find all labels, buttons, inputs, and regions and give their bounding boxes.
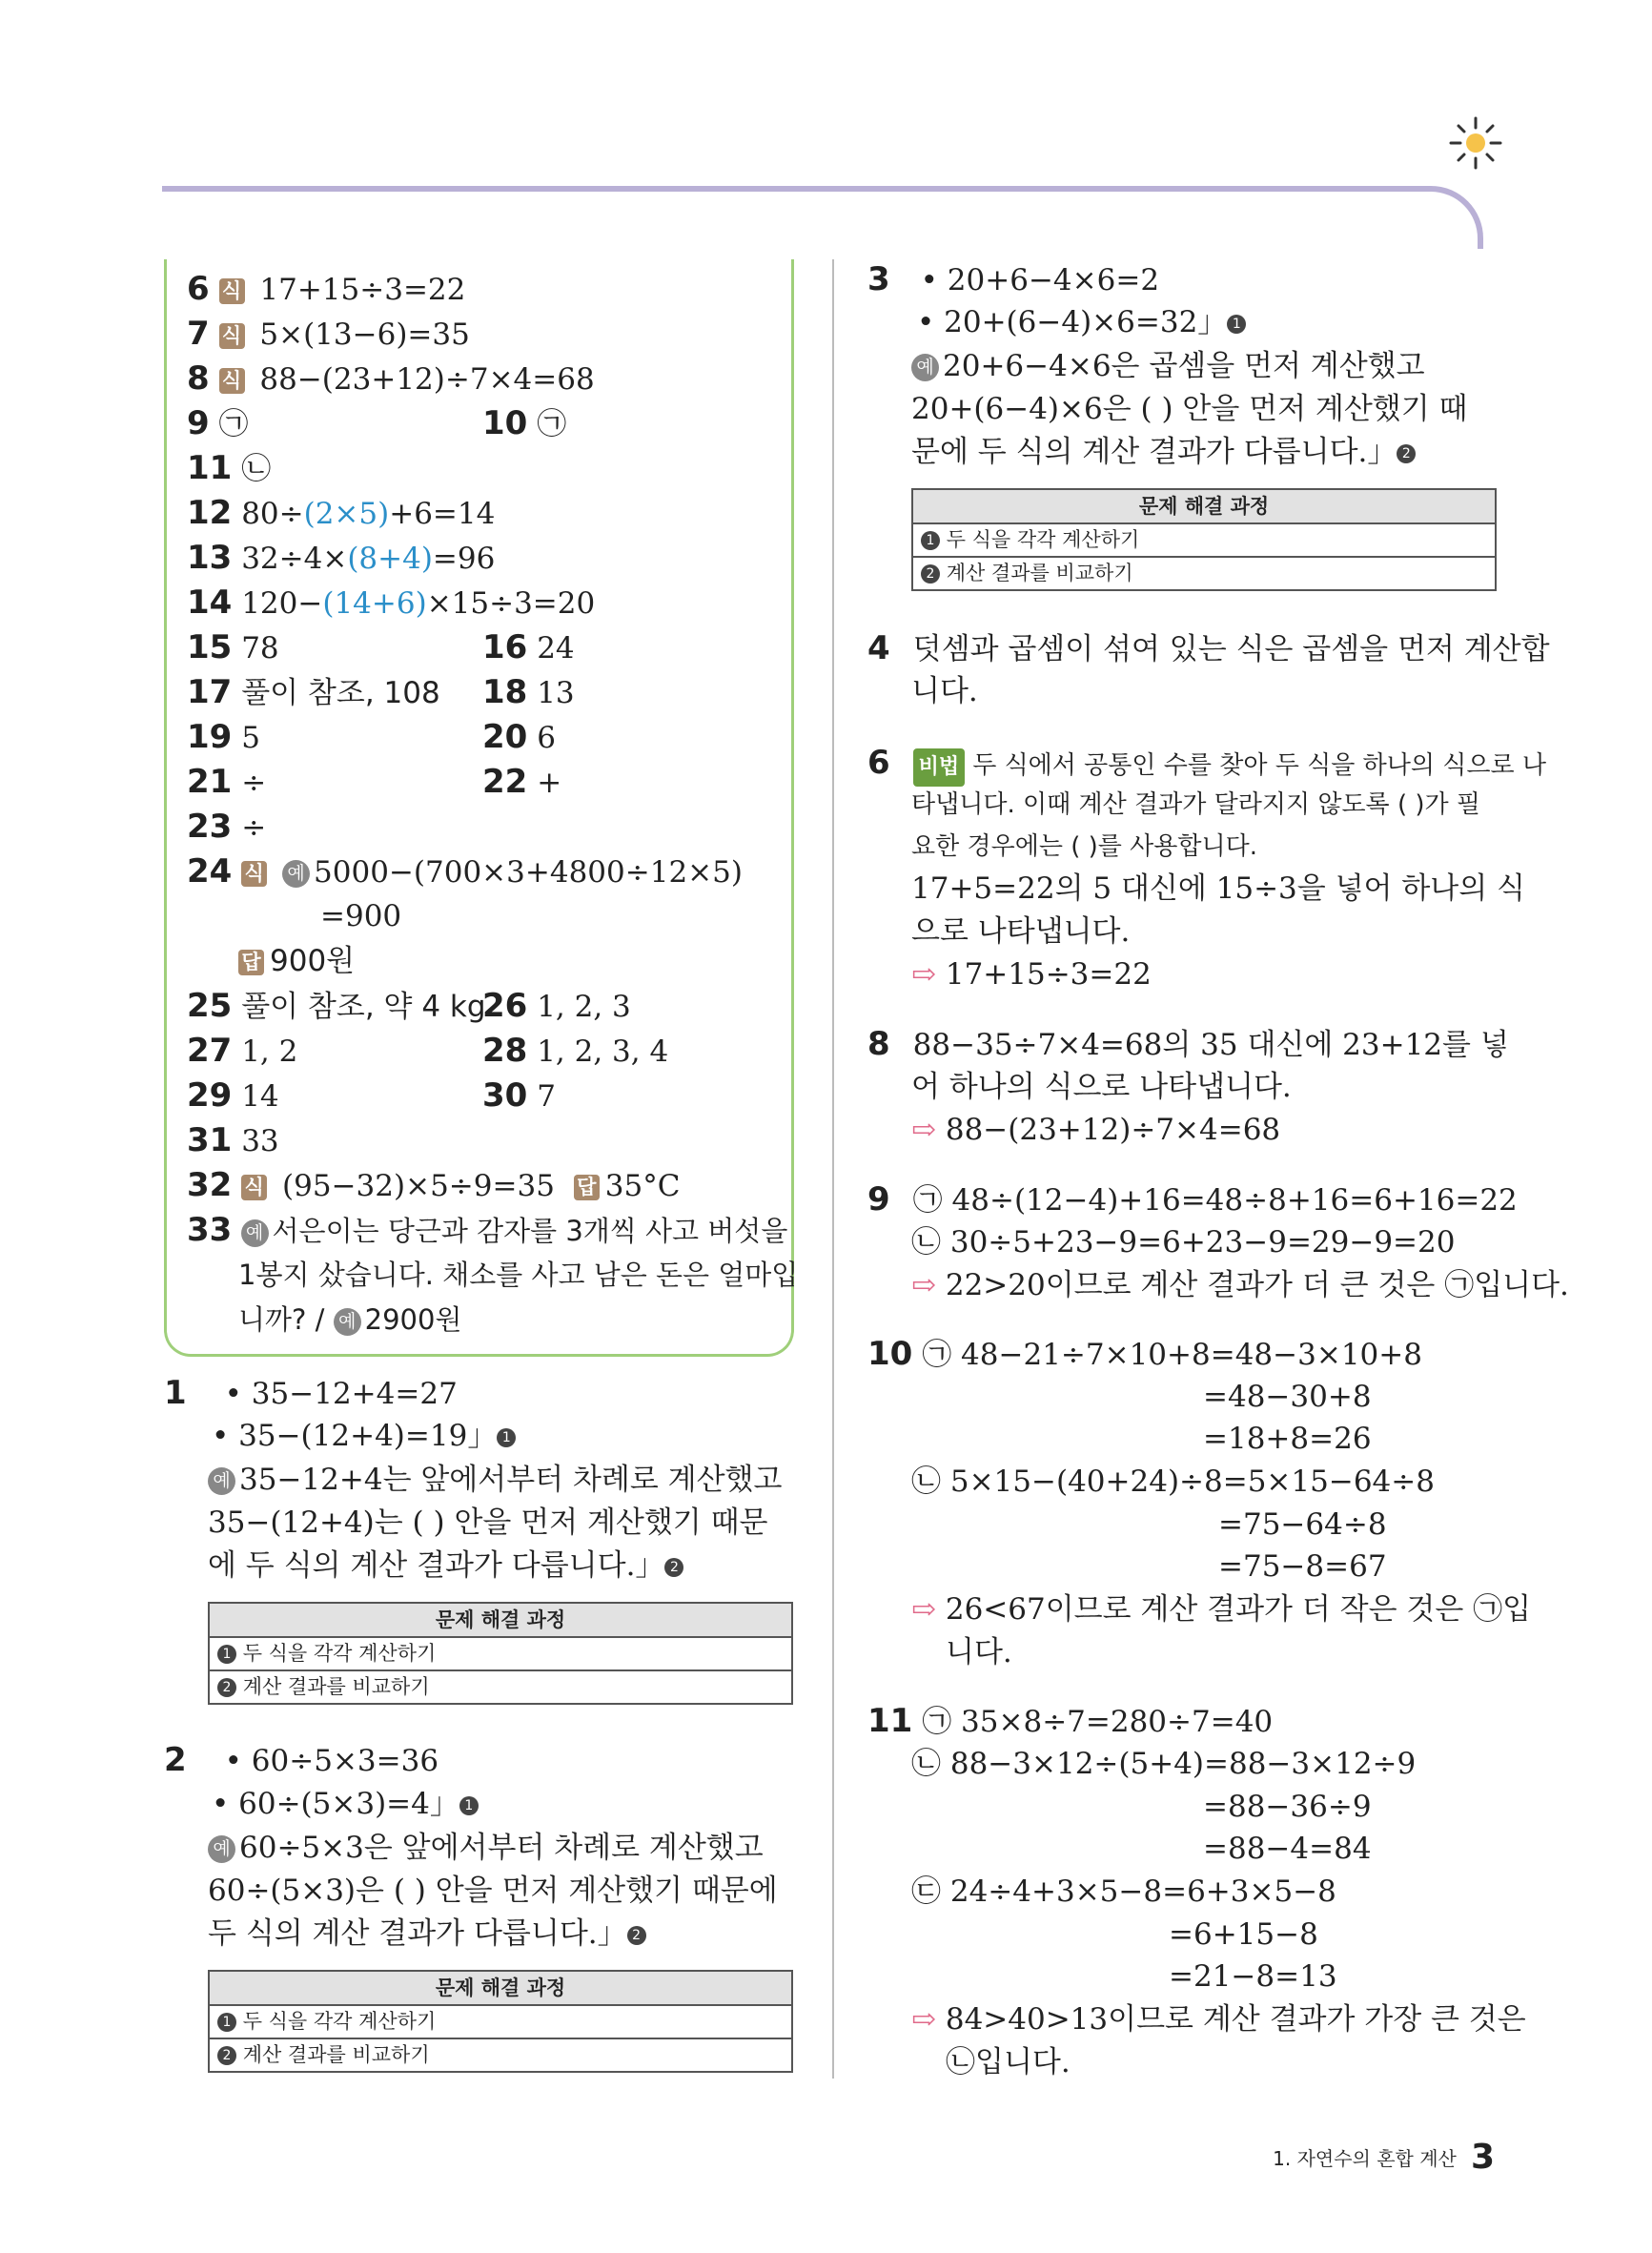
- page-footer: [1273, 2138, 1495, 2177]
- solution-11-line3: =88−36÷9: [1203, 1790, 1372, 1824]
- solution-10-line6: =75−8=67: [1218, 1549, 1387, 1584]
- answer-33-line3: 니까? / 예 2900원: [238, 1303, 462, 1336]
- answer-14: 14 120−(14+6)×15÷3=20: [187, 584, 596, 622]
- answer-10: 10 ㉠: [482, 404, 567, 442]
- process-table-title: 문제 해결 과정: [210, 1604, 791, 1638]
- process-row-2: 2 계산 결과를 비교하기: [210, 2038, 791, 2071]
- solution-8-line1: 8 88−35÷7×4=68의 35 대신에 23+12를 넣: [867, 1025, 1509, 1063]
- solution-9-line3: ⇨ 22>20이므로 계산 결과가 더 큰 것은 ㉠입니다.: [911, 1268, 1569, 1302]
- solution-3-line5: 문에 두 식의 계산 결과가 다릅니다.」 2: [911, 433, 1416, 471]
- answer-8: 8 식 88−(23+12)÷7×4=68: [187, 359, 595, 398]
- process-row-2: 2 계산 결과를 비교하기: [913, 556, 1495, 589]
- answer-31: 31 33: [187, 1121, 279, 1159]
- page-number: 3: [1470, 2138, 1495, 2177]
- solution-6-line5: 으로 나타냅니다.: [911, 914, 1131, 949]
- process-table-1: [208, 1602, 793, 1705]
- answer-13: 13 32÷4×(8+4)=96: [187, 539, 496, 577]
- solution-10-line2: =48−30+8: [1203, 1380, 1372, 1414]
- solution-11-line1: 11 ㉠ 35×8÷7=280÷7=40: [867, 1702, 1274, 1740]
- sun-icon: [1447, 114, 1504, 172]
- answer-24: 24 식 예 5000−(700×3+4800÷12×5): [187, 852, 743, 891]
- solution-3-line2: • 20+(6−4)×6=32」 1: [917, 303, 1246, 341]
- solution-2-line3: 예 60÷5×3은 앞에서부터 차례로 계산했고: [208, 1829, 764, 1867]
- answer-11: 11 ㉡: [187, 449, 272, 487]
- answer-17: 17 풀이 참조, 108: [187, 673, 440, 711]
- answer-24-answer: 답 900원: [238, 942, 355, 980]
- answer-23: 23 ÷: [187, 808, 267, 846]
- process-row-1: 1 두 식을 각각 계산하기: [913, 524, 1495, 556]
- solution-2-line4: 60÷(5×3)은 ( ) 안을 먼저 계산했기 때문에: [208, 1874, 778, 1908]
- column-divider: [832, 259, 834, 2079]
- process-row-1: 1 두 식을 각각 계산하기: [210, 1638, 791, 1669]
- answer-30: 30 7: [482, 1076, 556, 1115]
- solution-3-line3: 예 20+6−4×6은 곱셈을 먼저 계산했고: [911, 347, 1425, 385]
- solution-11-line8: ⇨ 84>40>13이므로 계산 결과가 가장 큰 것은: [911, 2002, 1526, 2037]
- solution-11-line4: =88−4=84: [1203, 1832, 1372, 1866]
- solution-11-line2: ㉡ 88−3×12÷(5+4)=88−3×12÷9: [911, 1747, 1417, 1781]
- solution-6-line3: 요한 경우에는 ( )를 사용합니다.: [911, 832, 1258, 861]
- answer-33: 33 예 서은이는 당근과 감자를 3개씩 사고 버섯을: [187, 1211, 788, 1249]
- solution-2-line5: 두 식의 계산 결과가 다릅니다.」 2: [208, 1915, 646, 1953]
- answer-26: 26 1, 2, 3: [482, 987, 631, 1025]
- arrow-icon: ⇨: [911, 1592, 936, 1627]
- answer-12: 12 80÷(2×5)+6=14: [187, 494, 496, 532]
- solution-10-line3: =18+8=26: [1203, 1422, 1372, 1456]
- process-table-2: [208, 1970, 793, 2073]
- arrow-icon: ⇨: [911, 2002, 936, 2037]
- answer-19: 19 5: [187, 718, 260, 756]
- solution-10-line8: 니다.: [946, 1635, 1012, 1669]
- solution-11-line6: =6+15−8: [1169, 1917, 1318, 1952]
- solution-6-line4: 17+5=22의 5 대신에 15÷3을 넣어 하나의 식: [911, 871, 1525, 906]
- solution-1-line5: 에 두 식의 계산 결과가 다릅니다.」 2: [208, 1546, 683, 1585]
- solution-6-line2: 타냅니다. 이때 계산 결과가 달라지지 않도록 ( )가 필: [911, 790, 1480, 819]
- arrow-icon: ⇨: [911, 957, 936, 992]
- solution-11-line5: ㉢ 24÷4+3×5−8=6+3×5−8: [911, 1874, 1336, 1909]
- solution-4-line2: 니다.: [911, 674, 978, 708]
- answer-20: 20 6: [482, 718, 556, 756]
- solution-3-line1: 3 • 20+6−4×6=2: [867, 260, 1160, 298]
- answer-16: 16 24: [482, 628, 575, 666]
- answer-29: 29 14: [187, 1076, 279, 1115]
- answer-24-result: =900: [320, 899, 402, 933]
- solution-1-line4: 35−(12+4)는 ( ) 안을 먼저 계산했기 때문: [208, 1505, 768, 1540]
- answer-15: 15 78: [187, 628, 279, 666]
- solution-9-line1: 9 ㉠ 48÷(12−4)+16=48÷8+16=6+16=22: [867, 1180, 1518, 1219]
- solution-2-line1: 2 • 60÷5×3=36: [164, 1741, 439, 1779]
- solution-3-line4: 20+(6−4)×6은 ( ) 안을 먼저 계산했기 때: [911, 392, 1468, 426]
- header-rule: [162, 186, 1483, 249]
- answer-25: 25 풀이 참조, 약 4 kg: [187, 987, 486, 1025]
- chapter-title: 1. 자연수의 혼합 계산: [1273, 2147, 1457, 2170]
- solution-1-line2: • 35−(12+4)=19」 1: [212, 1417, 516, 1455]
- solution-6-line6: ⇨ 17+15÷3=22: [911, 957, 1152, 992]
- solution-10-line5: =75−64÷8: [1218, 1507, 1387, 1542]
- answer-32: 32 식 (95−32)×5÷9=35 답 35°C: [187, 1166, 681, 1204]
- process-row-1: 1 두 식을 각각 계산하기: [210, 2006, 791, 2038]
- solution-9-line2: ㉡ 30÷5+23−9=6+23−9=29−9=20: [911, 1225, 1456, 1260]
- solution-10-line7: ⇨ 26<67이므로 계산 결과가 더 작은 것은 ㉠입: [911, 1592, 1532, 1627]
- answer-22: 22 +: [482, 763, 562, 801]
- answer-7: 7 식 5×(13−6)=35: [187, 315, 470, 353]
- solution-1-line1: 1 • 35−12+4=27: [164, 1374, 458, 1412]
- process-table-title: 문제 해결 과정: [210, 1972, 791, 2006]
- arrow-icon: ⇨: [911, 1113, 936, 1147]
- solution-11-line9: ㉡입니다.: [946, 2045, 1071, 2079]
- solution-10-line4: ㉡ 5×15−(40+24)÷8=5×15−64÷8: [911, 1464, 1435, 1499]
- solution-10-line1: 10 ㉠ 48−21÷7×10+8=48−3×10+8: [867, 1335, 1422, 1373]
- solution-4-line1: 4 덧셈과 곱셈이 섞여 있는 식은 곱셈을 먼저 계산합: [867, 629, 1550, 667]
- answer-9: 9 ㉠: [187, 404, 249, 442]
- arrow-icon: ⇨: [911, 1268, 936, 1302]
- solution-6-line1: 6 비법 두 식에서 공통인 수를 찾아 두 식을 하나의 식으로 나: [867, 744, 1546, 787]
- solution-11-line7: =21−8=13: [1169, 1959, 1337, 1994]
- solution-1-line3: 예 35−12+4는 앞에서부터 차례로 계산했고: [208, 1461, 782, 1499]
- answer-21: 21 ÷: [187, 763, 267, 801]
- answer-33-line2: 1봉지 샀습니다. 채소를 사고 남은 돈은 얼마입: [238, 1259, 799, 1291]
- process-table-title: 문제 해결 과정: [913, 490, 1495, 524]
- solution-8-line2: 어 하나의 식으로 나타냅니다.: [911, 1070, 1292, 1104]
- answer-18: 18 13: [482, 673, 575, 711]
- solution-2-line2: • 60÷(5×3)=4」 1: [212, 1785, 479, 1823]
- answer-27: 27 1, 2: [187, 1032, 298, 1070]
- process-table-3: [911, 488, 1497, 591]
- answer-28: 28 1, 2, 3, 4: [482, 1032, 669, 1070]
- answer-6: 6 식 17+15÷3=22: [187, 270, 466, 308]
- solution-8-line3: ⇨ 88−(23+12)÷7×4=68: [911, 1113, 1281, 1147]
- tip-badge: 비법: [913, 748, 966, 787]
- process-row-2: 2 계산 결과를 비교하기: [210, 1669, 791, 1703]
